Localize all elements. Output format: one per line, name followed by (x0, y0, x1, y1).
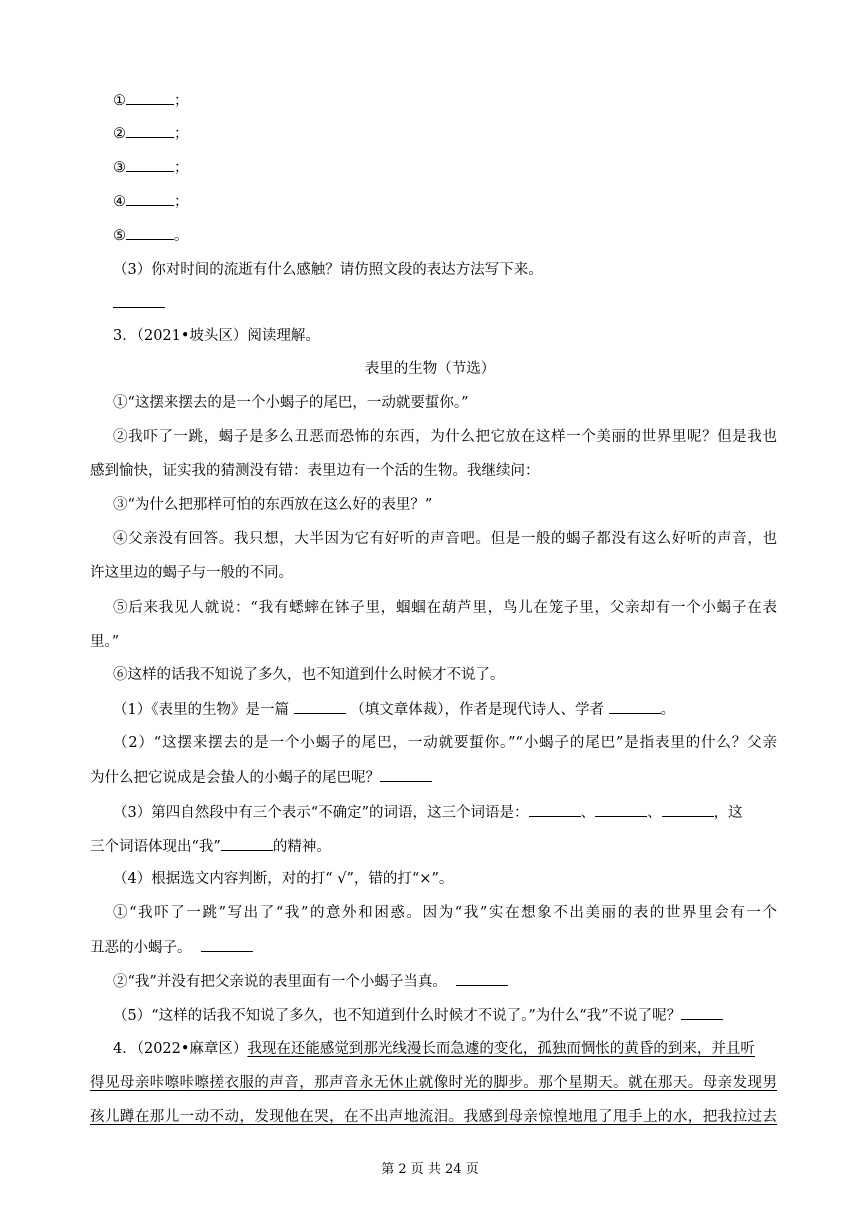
answer-blank[interactable] (380, 767, 432, 782)
answer-line-5 (113, 225, 189, 246)
answer-blank[interactable] (113, 293, 165, 308)
question-text: 丑恶的小蝎子。 (90, 940, 192, 956)
answer-blank[interactable] (126, 123, 174, 138)
question-3-sub-3-line-2 (90, 836, 331, 857)
answer-blank[interactable] (201, 937, 253, 952)
separator: ； (174, 126, 189, 142)
answer-blank-genre[interactable] (294, 699, 346, 714)
page-footer: 第 2 页 共 24 页 (381, 1162, 479, 1177)
answer-blank-word-1[interactable] (529, 802, 581, 817)
answer-blank[interactable] (681, 1005, 723, 1020)
answer-line-3 (113, 157, 189, 178)
item-number: ① (113, 93, 126, 109)
question-2-sub-3: （3）你对时间的流逝有什么感触？请仿照文段的表达方法写下来。 (113, 262, 543, 278)
question-3-sub-3-line-1 (113, 802, 777, 823)
answer-blank[interactable] (126, 191, 174, 206)
answer-line-4 (113, 191, 189, 212)
question-text: （5）“这样的话我不知说了多久，也不知道到什么时候才不说了。”为什么“我”不说了呢？ (113, 1008, 682, 1024)
question-text: ②“我”并没有把父亲说的表里面有一个小蝎子当真。 (113, 974, 447, 990)
judgment-2 (113, 971, 508, 992)
answer-blank-author[interactable] (609, 699, 661, 714)
question-text: 的精神。 (272, 839, 331, 855)
question-3-sub-1 (113, 699, 675, 720)
paragraph-6: ⑥这样的话我不知说了多久，也不知道到什么时候才不说了。 (113, 667, 505, 683)
answer-line (113, 293, 165, 314)
question-3-sub-5 (113, 1005, 723, 1026)
answer-blank-word-2[interactable] (595, 802, 647, 817)
question-4-line-2: 得见母亲咔嚓咔嚓搓衣服的声音，那声音永无休止就像时光的脚步。那个星期天。就在那天。母亲发现男 (90, 1075, 777, 1091)
question-4-line-1 (113, 1039, 777, 1059)
question-3-sub-4: （4）根据选文内容判断，对的打“ √”，错的打“×”。 (113, 871, 454, 887)
paragraph-5-line-1: ⑤后来我见人就说：“我有蟋蟀在钵子里，蝈蝈在葫芦里，鸟儿在笼子里，父亲却有一个小蝎子在表 (113, 600, 777, 616)
passage-title: 表里的生物（节选） (364, 361, 496, 377)
item-number: ⑤ (113, 228, 126, 244)
judgment-1-line-2 (90, 937, 253, 958)
question-text: 。 (660, 702, 676, 718)
question-text: 三个词语体现出“我” (90, 839, 221, 855)
answer-blank-word-3[interactable] (662, 802, 714, 817)
question-3-sub-2-line-2 (90, 767, 432, 788)
item-number: ④ (113, 194, 126, 210)
judgment-1-line-1: ①“我吓了一跳”写出了“我”的意外和困惑。因为“我”实在想象不出美丽的表的世界里会有一个 (113, 905, 777, 921)
answer-blank[interactable] (456, 971, 508, 986)
answer-blank[interactable] (126, 225, 174, 240)
separator: ； (174, 93, 189, 109)
underlined-passage: 我现在还能感觉到那光线漫长而急遽的变化，孤独而惆怅的黄昏的到来，并且听 (247, 1041, 755, 1057)
paragraph-5-line-2: 里。” (90, 634, 120, 650)
paragraph-1: ①“这摆来摆去的是一个小蝎子的尾巴，一动就要蜇你。” (113, 395, 469, 411)
answer-line-2 (113, 123, 189, 144)
separator: 、 (647, 805, 662, 821)
question-4-line-3: 孩儿蹲在那儿一动不动，发现他在哭，在不出声地流泪。我感到母亲惊惶地甩了甩手上的水，把我拉过去 (90, 1109, 777, 1125)
item-number: ③ (113, 160, 126, 176)
question-text: ，这 (713, 805, 743, 821)
separator: 、 (580, 805, 596, 821)
answer-blank[interactable] (126, 157, 174, 172)
answer-blank[interactable] (126, 90, 174, 105)
question-text: 为什么把它说成是会蛰人的小蝎子的尾巴呢？ (90, 770, 380, 786)
paragraph-2-line-1: ②我吓了一跳，蝎子是多么丑恶而恐怖的东西，为什么把它放在这样一个美丽的世界里呢？但是我也 (113, 429, 777, 445)
answer-line-1 (113, 90, 189, 111)
question-4-header: 4．（2022•麻章区） (113, 1041, 248, 1057)
separator: 。 (174, 228, 189, 244)
question-3-sub-2-line-1: （2）“这摆来摆去的是一个小蝎子的尾巴，一动就要蜇你。”“小蝎子的尾巴”是指表里的什么？父亲 (113, 735, 777, 751)
separator: ； (174, 160, 189, 176)
paragraph-3: ③“为什么把那样可怕的东西放在这么好的表里？” (113, 497, 433, 513)
answer-blank-spirit[interactable] (221, 836, 273, 851)
item-number: ② (113, 126, 126, 142)
paragraph-4-line-1: ④父亲没有回答。我只想，大半因为它有好听的声音吧。但是一般的蝎子都没有这么好听的声音，也 (113, 531, 777, 547)
question-text: （填文章体裁），作者是现代诗人、学者 (350, 702, 604, 718)
question-3-header: 3．（2021•坡头区）阅读理解。 (113, 328, 320, 344)
question-text: （3）第四自然段中有三个表示“不确定”的词语，这三个词语是： (113, 805, 529, 821)
paragraph-4-line-2: 许这里边的蝎子与一般的不同。 (90, 565, 293, 581)
paragraph-2-line-2: 感到愉快，证实我的猜测没有错：表里边有一个活的生物。我继续问： (90, 463, 540, 479)
separator: ； (174, 194, 189, 210)
question-text: （1）《表里的生物》是一篇 (113, 702, 289, 718)
